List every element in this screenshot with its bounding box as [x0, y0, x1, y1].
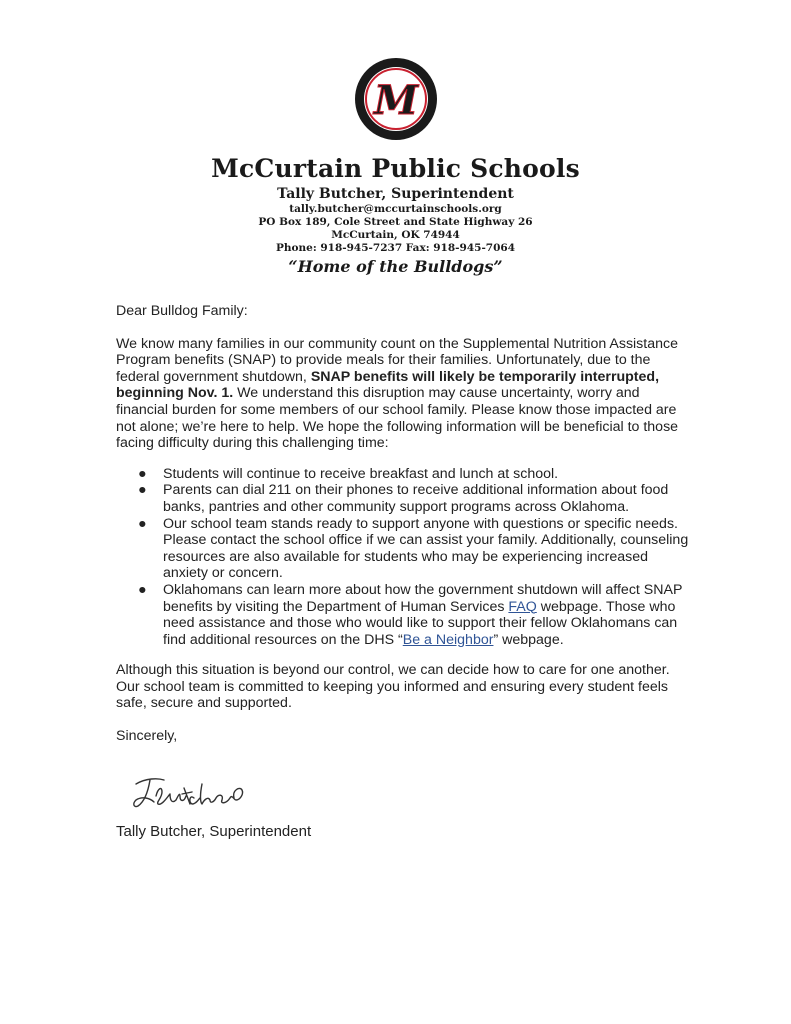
faq-link[interactable]: FAQ [508, 598, 537, 615]
list-item [116, 466, 691, 483]
intro-paragraph [116, 336, 691, 452]
bullet-text: ” webpage. [493, 631, 564, 648]
superintendent-title: Tally Butcher, Superintendent [277, 186, 514, 202]
bullet-icon: ● [138, 581, 147, 598]
school-name: McCurtain Public Schools [211, 154, 580, 183]
list-item [116, 516, 691, 582]
bullet-text: webpage. Those who need assistance and those who would like to support their fellow Oklahomans can find additional resources on the DHS “ [163, 598, 678, 648]
list-item [116, 582, 691, 648]
signature-image [128, 770, 258, 820]
bullet-text: Our school team stands ready to support anyone with questions or specific needs. Please contact the school office if we can assist your family. Additionally, counseling resources are also available for students who may be experiencing increased anxiety or concern. [163, 515, 689, 582]
bullet-icon: ● [138, 465, 147, 482]
sincerely: Sincerely, [116, 728, 178, 745]
info-bullet-list [116, 466, 691, 649]
greeting: Dear Bulldog Family: [116, 303, 248, 319]
mailing-address: PO Box 189, Cole Street and State Highway 26 [258, 216, 533, 228]
bullet-icon: ● [138, 515, 147, 532]
letter-body [116, 303, 691, 745]
logo-letter: M [373, 77, 419, 124]
intro-text-2: We understand this disruption may cause uncertainty, worry and financial burden for some members of our school family. Please know those impacted are not alone; we’re here to help. We hope the following information will be beneficial to those facing difficulty during this challenging time: [116, 385, 679, 452]
bullet-icon: ● [138, 482, 147, 499]
bullet-text: Students will continue to receive breakfast and lunch at school. [163, 465, 559, 482]
email-address: tally.butcher@mccurtainschools.org [289, 203, 502, 215]
intro-text-1: We know many families in our community count on the Supplemental Nutrition Assistance Program benefits (SNAP) to provide meals for their families. Unfortunately, due to the federal government shutdown, [116, 335, 678, 385]
signoff-name: Tally Butcher, Superintendent [116, 823, 312, 840]
letterhead [0, 152, 791, 278]
bullet-text: Oklahomans can learn more about how the government shutdown will affect SNAP benefits by visiting the Department of Human Services [163, 581, 683, 615]
intro-bold-text: SNAP benefits will likely be temporarily interrupted, beginning Nov. 1. [116, 368, 660, 402]
list-item [116, 482, 691, 515]
closing-paragraph: Although this situation is beyond our control, we can decide how to care for one another. Our school team is committed to keeping you informed and ensuring every student feels safe, secure and supported. [116, 662, 670, 712]
city-state-zip: McCurtain, OK 74944 [331, 229, 460, 241]
bullet-text: Parents can dial 211 on their phones to receive additional information about food banks, pantries and other community support programs across Oklahoma. [163, 482, 669, 515]
be-a-neighbor-link[interactable]: Be a Neighbor [402, 631, 494, 648]
phone-fax: Phone: 918-945-7237 Fax: 918-945-7064 [275, 242, 516, 254]
motto: “Home of the Bulldogs” [288, 257, 503, 276]
school-logo [354, 57, 438, 141]
